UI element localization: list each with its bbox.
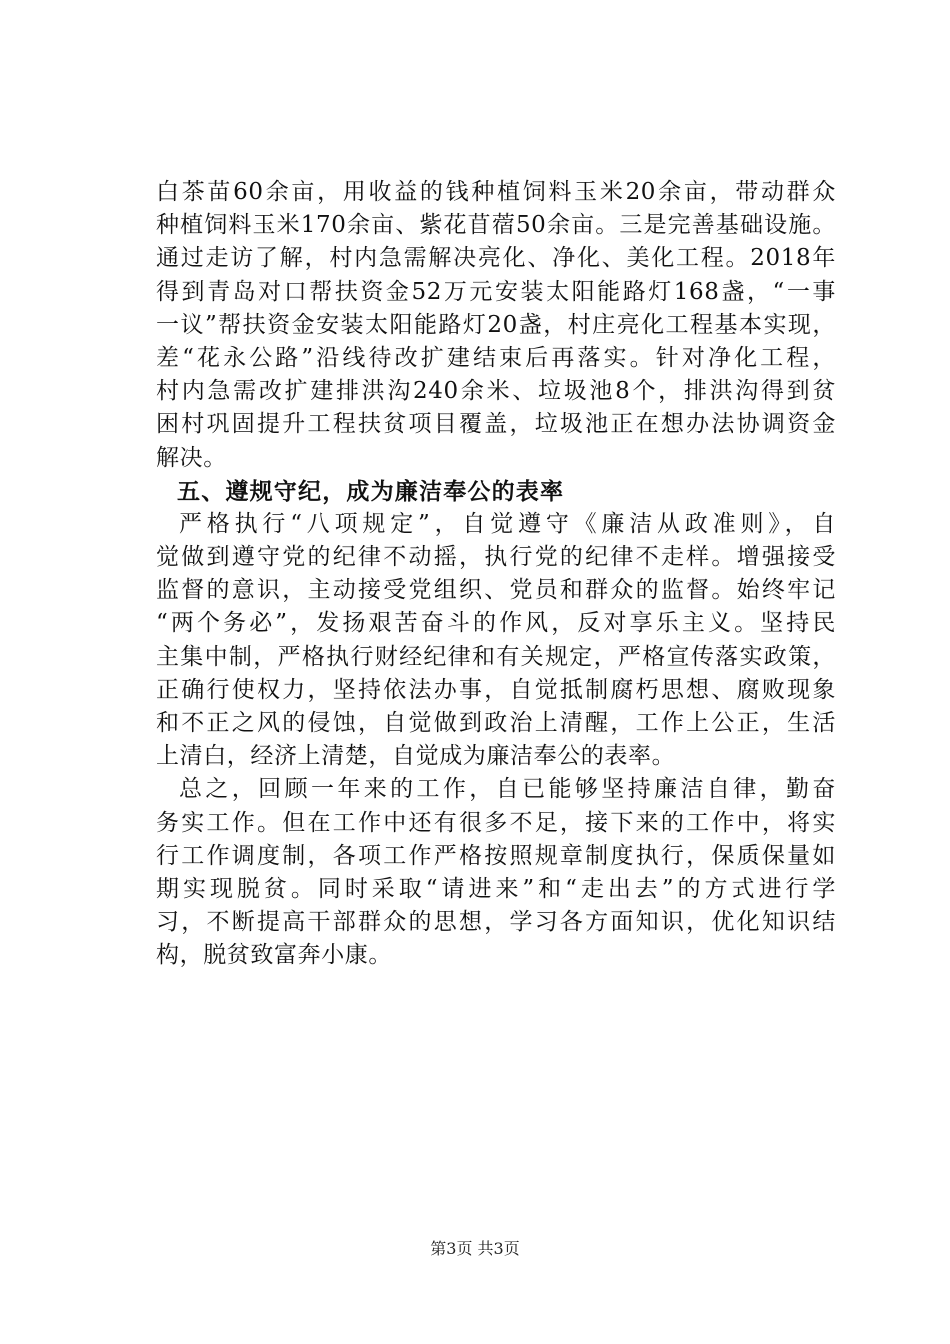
body-line: 和不正之风的侵蚀，自觉做到政治上清醒，工作上公正，生活 [156,710,836,736]
body-line: 解决。 [156,444,227,471]
body-line: 困村巩固提升工程扶贫项目覆盖，垃圾池正在想办法协调资金 [156,411,836,438]
body-line: 主集中制，严格执行财经纪律和有关规定，严格宣传落实政策， [156,643,836,670]
body-line: 期实现脱贫。同时采取“请进来”和“走出去”的方式进行学 [156,875,836,902]
body-line: 构，脱贫致富奔小康。 [156,942,392,969]
body-line: 总之，回顾一年来的工作，自已能够坚持廉洁自律，勤奋 [179,776,836,803]
body-line: 种植饲料玉米170余亩、紫花苜蓿50余亩。三是完善基础设施。 [156,212,836,239]
body-line: 正确行使权力，坚持依法办事，自觉抵制腐朽思想、腐败现象 [156,676,836,703]
section-heading: 五、遵规守纪，成为廉洁奉公的表率 [177,477,565,505]
body-line: 白茶苗60余亩，用收益的钱种植饲料玉米20余亩，带动群众 [156,179,836,205]
body-line: 通过走访了解，村内急需解决亮化、净化、美化工程。2018年 [156,245,836,272]
body-line: 行工作调度制，各项工作严格按照规章制度执行，保质保量如 [156,842,836,869]
body-line: 觉做到遵守党的纪律不动摇，执行党的纪律不走样。增强接受 [156,544,836,571]
body-line: 监督的意识，主动接受党组织、党员和群众的监督。始终牢记 [156,577,836,604]
body-line: 差“花永公路”沿线待改扩建结束后再落实。针对净化工程， [156,344,836,371]
body-line: 习，不断提高干部群众的思想，学习各方面知识，优化知识结 [156,909,836,936]
body-line: 村内急需改扩建排洪沟240余米、垃圾池8个，排洪沟得到贫 [156,378,836,405]
body-line: 一议”帮扶资金安装太阳能路灯20盏，村庄亮化工程基本实现， [156,311,836,338]
body-line: “两个务必”，发扬艰苦奋斗的作风，反对享乐主义。坚持民 [156,610,836,637]
page-number-footer: 第3页 共3页 [430,1239,520,1258]
body-line: 严格执行“八项规定”，自觉遵守《廉洁从政准则》，自 [179,510,836,537]
document-body [156,176,836,973]
body-line: 务实工作。但在工作中还有很多不足，接下来的工作中，将实 [156,809,836,836]
body-line: 上清白，经济上清楚，自觉成为廉洁奉公的表率。 [156,743,676,770]
body-line: 得到青岛对口帮扶资金52万元安装太阳能路灯168盏，“一事 [156,278,836,305]
